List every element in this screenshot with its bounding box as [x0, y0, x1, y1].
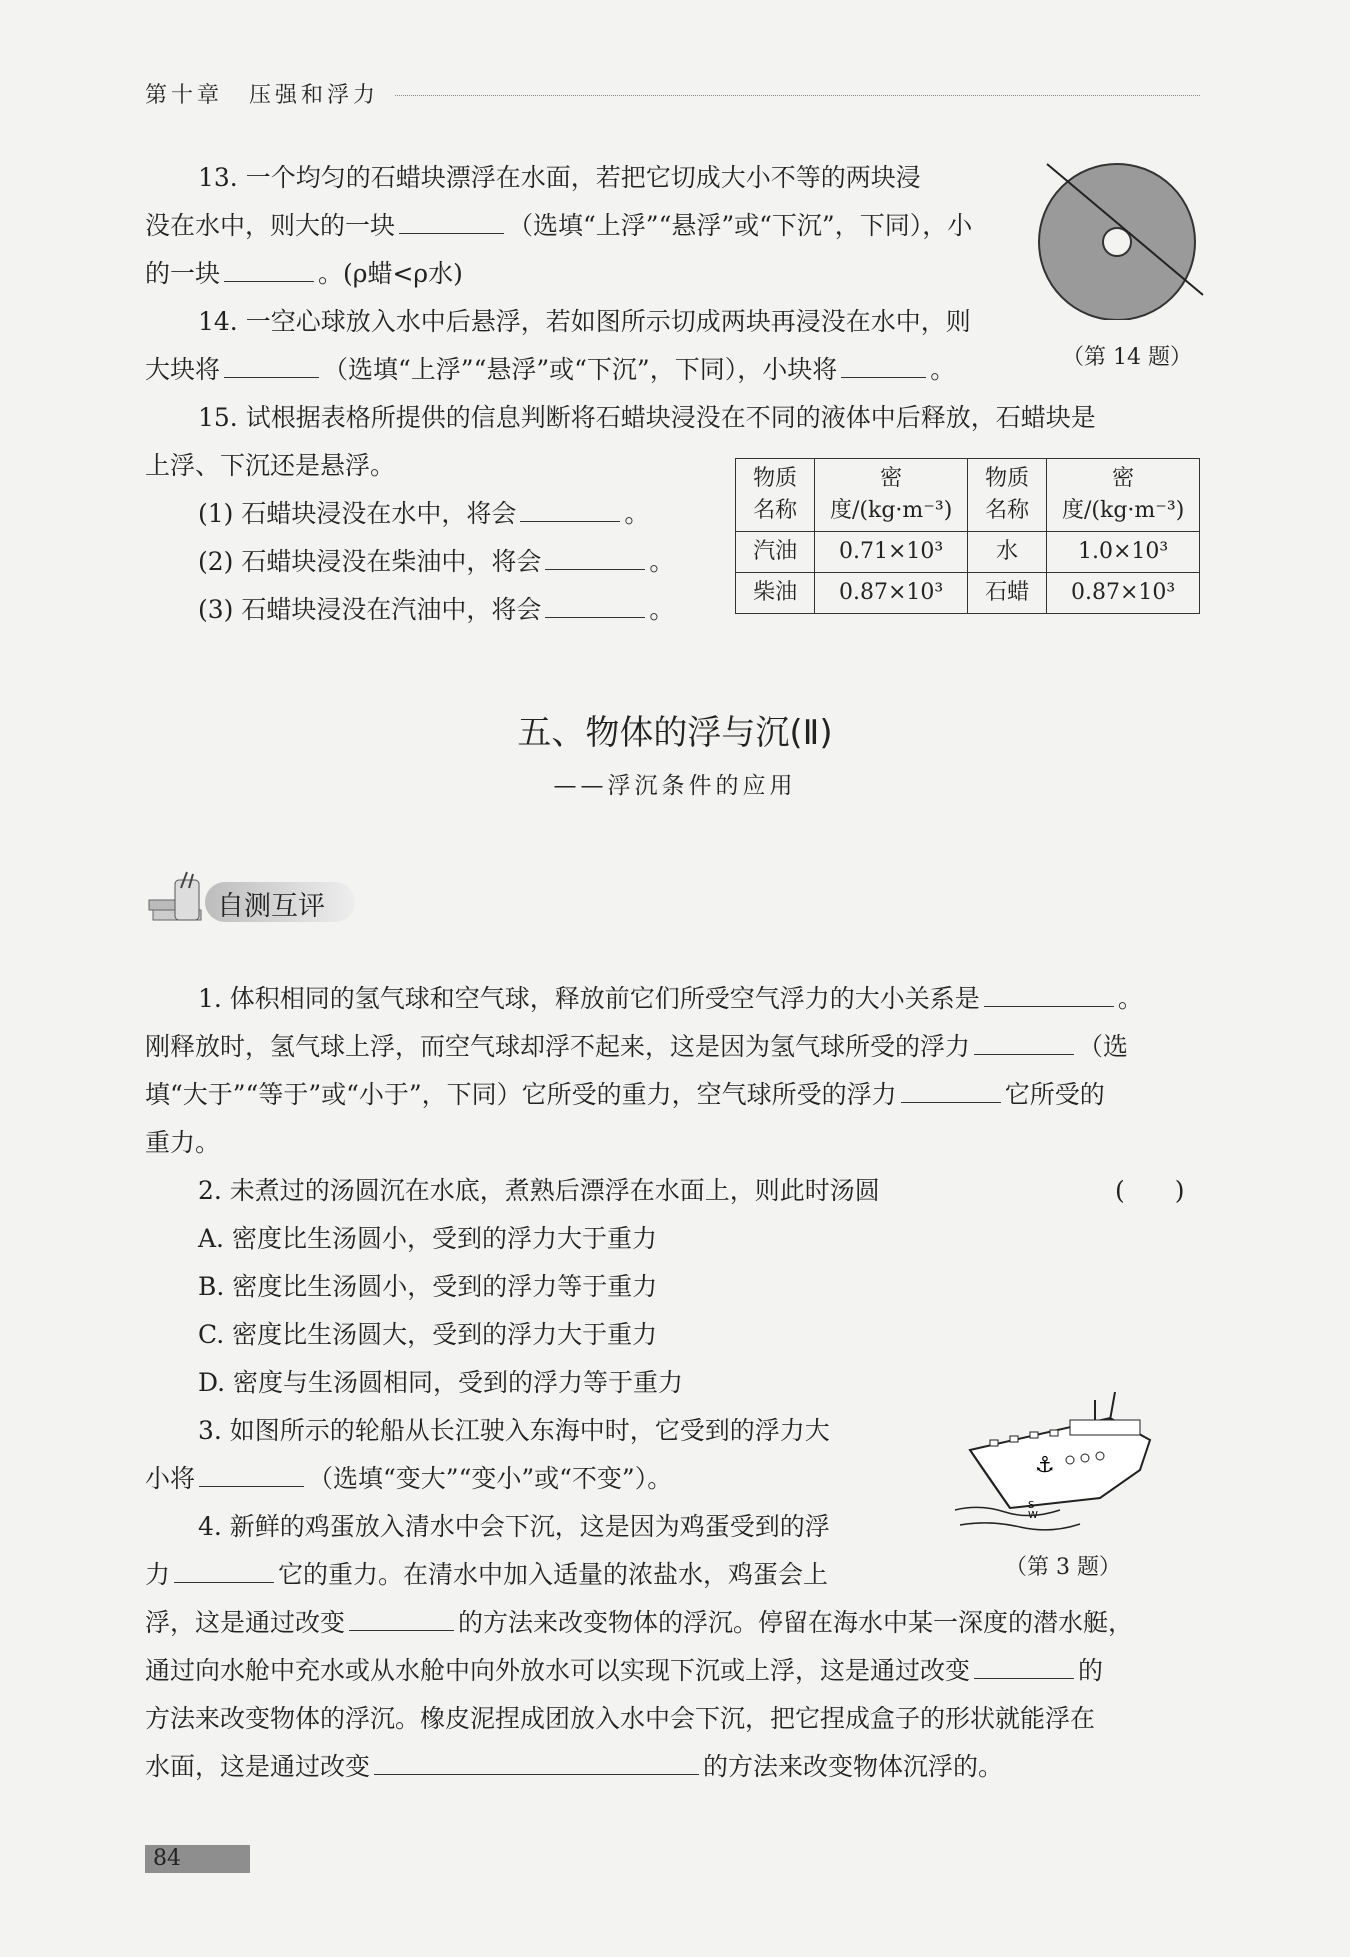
answer-blank[interactable] [545, 545, 645, 570]
p4-line6: 水面，这是通过改变 的方法来改变物体沉浮的。 [145, 1752, 1004, 1781]
section-subtitle: ——浮沉条件的应用 [553, 773, 797, 799]
p1-line1: 1. 体积相同的氢气球和空气球，释放前它们所受空气浮力的大小关系是 。 [198, 984, 1143, 1013]
page-number: 84 [145, 1845, 250, 1873]
q15-sub1: (1) 石蜡块浸没在水中，将会 。 [198, 499, 650, 528]
p4-line3: 浮，这是通过改变 的方法来改变物体的浮沉。停留在海水中某一深度的潜水艇， [145, 1608, 1134, 1637]
table-cell: 柴油 [736, 573, 815, 614]
answer-blank[interactable] [901, 1078, 1001, 1103]
answer-blank[interactable] [224, 353, 319, 378]
p3-caption: （第 3 题） [1005, 1555, 1121, 1580]
table-cell: 汽油 [736, 532, 815, 573]
p2-stem: 2. 未煮过的汤圆沉在水底，煮熟后漂浮在水面上，则此时汤圆 [198, 1176, 880, 1205]
header-divider [395, 95, 1200, 96]
answer-blank[interactable] [199, 1462, 304, 1487]
p2-answer-paren[interactable]: ( ) [1115, 1176, 1185, 1205]
table-header-cell: 物质名称 [967, 459, 1046, 532]
p2-option-c[interactable]: C. 密度比生汤圆大，受到的浮力大于重力 [198, 1320, 658, 1349]
svg-text:S: S [1028, 1500, 1035, 1511]
table-cell: 0.87×10³ [1047, 573, 1200, 614]
answer-blank[interactable] [545, 593, 645, 618]
p2-option-b[interactable]: B. 密度比生汤圆小，受到的浮力等于重力 [198, 1272, 658, 1301]
table-cell: 石蜡 [967, 573, 1046, 614]
answer-blank[interactable] [224, 257, 314, 282]
p4-line5: 方法来改变物体的浮沉。橡皮泥捏成团放入水中会下沉，把它捏成盒子的形状就能浮在 [145, 1704, 1096, 1733]
answer-blank[interactable] [841, 353, 926, 378]
answer-blank[interactable] [984, 982, 1114, 1007]
table-cell: 水 [967, 532, 1046, 573]
ship-figure [950, 1380, 1170, 1540]
table-row [736, 532, 1200, 573]
self-test-badge [145, 870, 355, 932]
answer-blank[interactable] [374, 1750, 699, 1775]
q15-sub2: (2) 石蜡块浸没在柴油中，将会 。 [198, 547, 675, 576]
p1-line4: 重力。 [145, 1128, 221, 1157]
answer-blank[interactable] [974, 1030, 1074, 1055]
q14-line2: 大块将 （选填“上浮”“悬浮”或“下沉”，下同），小块将 。 [145, 355, 956, 384]
answer-blank[interactable] [974, 1654, 1074, 1679]
p1-line2: 刚释放时，氢气球上浮，而空气球却浮不起来，这是因为氢气球所受的浮力 （选 [145, 1032, 1129, 1061]
answer-blank[interactable] [174, 1558, 274, 1583]
p4-line1: 4. 新鲜的鸡蛋放入清水中会下沉，这是因为鸡蛋受到的浮 [198, 1512, 830, 1541]
q15-line2: 上浮、下沉还是悬浮。 [145, 451, 396, 480]
answer-blank[interactable] [520, 497, 620, 522]
q14-caption: （第 14 题） [1062, 345, 1192, 370]
q15-line1: 15. 试根据表格所提供的信息判断将石蜡块浸没在不同的液体中后释放，石蜡块是 [198, 403, 1096, 432]
q14-line1: 14. 一空心球放入水中后悬浮，若如图所示切成两块再浸没在水中，则 [198, 307, 971, 336]
p2-option-a[interactable]: A. 密度比生汤圆小，受到的浮力大于重力 [198, 1224, 657, 1253]
q13-line1: 13. 一个均匀的石蜡块漂浮在水面，若把它切成大小不等的两块浸 [198, 163, 921, 192]
split-sphere-figure [1035, 160, 1205, 320]
table-row [736, 573, 1200, 614]
table-header-cell: 密度/(kg·m⁻³) [1047, 459, 1200, 532]
density-table [735, 458, 1200, 614]
p4-line4: 通过向水舱中充水或从水舱中向外放水可以实现下沉或上浮，这是通过改变 的 [145, 1656, 1104, 1685]
table-cell: 0.71×10³ [815, 532, 968, 573]
p1-line3: 填“大于”“等于”或“小于”，下同）它所受的重力，空气球所受的浮力 它所受的 [145, 1080, 1105, 1109]
p3-line1: 3. 如图所示的轮船从长江驶入东海中时，它受到的浮力大 [198, 1416, 830, 1445]
p3-line2: 小将 （选填“变大”“变小”或“不变”）。 [145, 1464, 673, 1493]
table-cell: 1.0×10³ [1047, 532, 1200, 573]
q13-line3: 的一块 。(ρ蜡<ρ水) [145, 259, 463, 288]
table-header-cell: 密度/(kg·m⁻³) [815, 459, 968, 532]
p4-line2: 力 它的重力。在清水中加入适量的浓盐水，鸡蛋会上 [145, 1560, 829, 1589]
q15-sub3: (3) 石蜡块浸没在汽油中，将会 。 [198, 595, 675, 624]
badge-label: 自测互评 [217, 891, 325, 922]
p2-option-d[interactable]: D. 密度与生汤圆相同，受到的浮力等于重力 [198, 1368, 684, 1397]
table-header-cell: 物质名称 [736, 459, 815, 532]
table-cell: 0.87×10³ [815, 573, 968, 614]
svg-text:W: W [1028, 1510, 1038, 1521]
table-header-row [736, 459, 1200, 532]
svg-text:⚓: ⚓ [1035, 1453, 1055, 1478]
chapter-header: 第十章 压强和浮力 [145, 83, 380, 108]
section-title: 五、物体的浮与沉(Ⅱ) [517, 713, 833, 753]
q13-line2: 没在水中，则大的一块 （选填“上浮”“悬浮”或“下沉”，下同），小 [145, 211, 973, 240]
answer-blank[interactable] [399, 209, 504, 234]
answer-blank[interactable] [349, 1606, 454, 1631]
